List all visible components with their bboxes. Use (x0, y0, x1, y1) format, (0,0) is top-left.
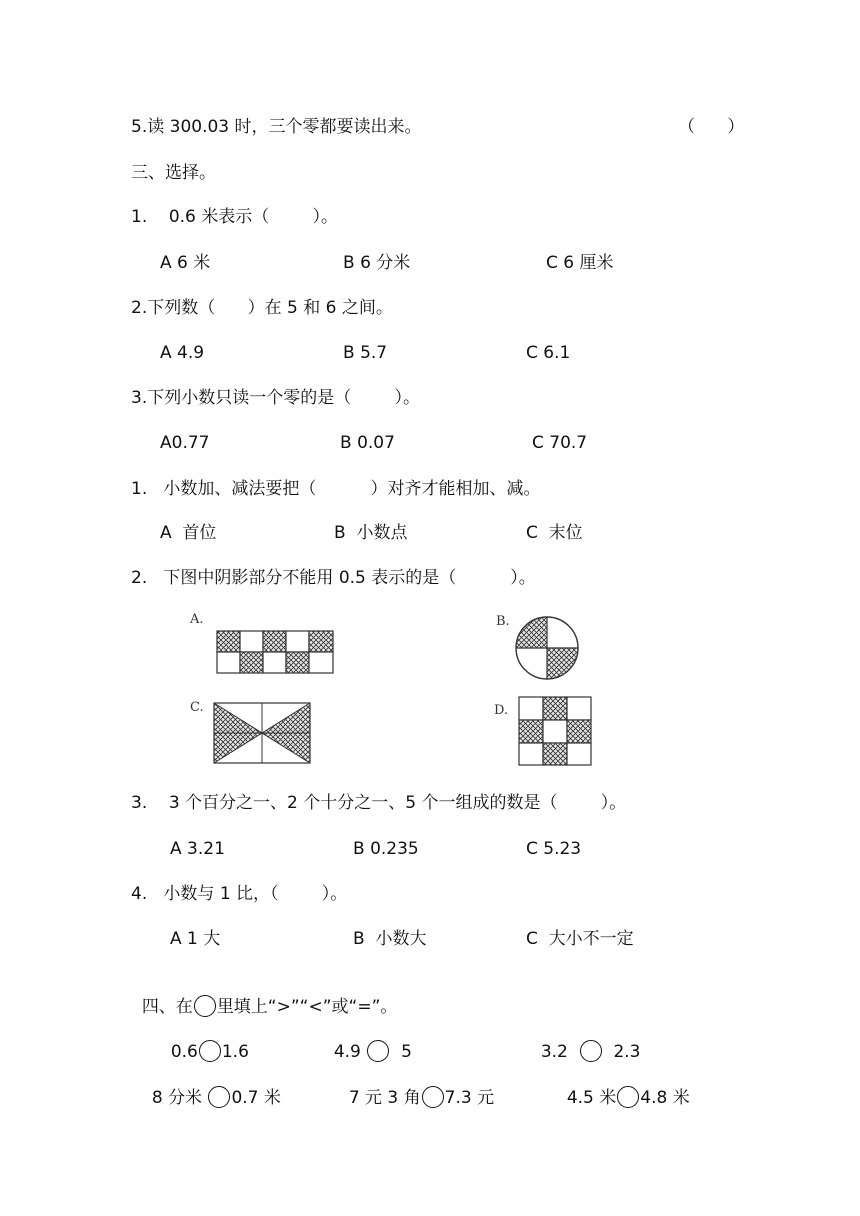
q3-option-a[interactable]: A0.77 (160, 433, 210, 453)
q6-option-a[interactable]: A 3.21 (170, 839, 225, 859)
question-3-stem: 3.下列小数只读一个零的是（ ）。 (131, 388, 420, 408)
q7-option-a[interactable]: A 1 大 (170, 929, 221, 949)
compare-circle-input[interactable] (208, 1086, 230, 1108)
q4-option-a[interactable]: A 首位 (160, 523, 217, 543)
compare-right: 2.3 (602, 1042, 641, 1062)
compare-item (556, 1064, 690, 1109)
q7-option-b[interactable]: B 小数大 (353, 929, 427, 949)
compare-right: 5 (390, 1042, 412, 1062)
compare-left: 4.9 (333, 1042, 367, 1062)
compare-circle-input[interactable] (367, 1040, 389, 1062)
tf-question-5: 5.读 300.03 时，三个零都要读出来。 (131, 117, 422, 137)
figure-a-label: A. (190, 612, 204, 627)
figure-c-label: C. (190, 700, 204, 715)
figure-d-label: D. (494, 703, 509, 718)
q1-option-a[interactable]: A 6 米 (160, 253, 211, 273)
figure-b-label: B. (496, 614, 510, 629)
question-5-stem: 2. 下图中阴影部分不能用 0.5 表示的是（ ）。 (131, 568, 536, 588)
q2-option-a[interactable]: A 4.9 (160, 343, 205, 363)
question-7-stem: 4. 小数与 1 比，（ ）。 (131, 884, 348, 904)
section-3-title: 三、选择。 (131, 163, 216, 183)
compare-item (141, 1064, 281, 1109)
question-4-stem: 1. 小数加、减法要把（ ）对齐才能相加、减。 (131, 479, 541, 499)
compare-circle-input[interactable] (580, 1040, 602, 1062)
q6-option-b[interactable]: B 0.235 (353, 839, 419, 859)
circle-icon (194, 995, 216, 1017)
q3-option-b[interactable]: B 0.07 (340, 433, 395, 453)
compare-left: 8 分米 (151, 1088, 208, 1108)
question-1-stem: 1. 0.6 米表示（ ）。 (131, 207, 339, 227)
compare-circle-input[interactable] (617, 1086, 639, 1108)
compare-circle-input[interactable] (199, 1040, 221, 1062)
compare-item (530, 1018, 641, 1063)
q2-option-b[interactable]: B 5.7 (343, 343, 388, 363)
compare-circle-input[interactable] (422, 1086, 444, 1108)
q3-option-c[interactable]: C 70.7 (532, 433, 588, 453)
section-4-title-pre: 四、在 (141, 997, 193, 1017)
q6-option-c[interactable]: C 5.23 (526, 839, 582, 859)
figure-d-grid[interactable] (518, 696, 592, 766)
q1-option-b[interactable]: B 6 分米 (343, 253, 411, 273)
compare-left: 4.5 米 (566, 1088, 617, 1108)
compare-right: 1.6 (221, 1042, 249, 1062)
compare-item (323, 1018, 412, 1063)
compare-item (338, 1064, 494, 1109)
figure-c-bowtie[interactable] (213, 702, 311, 764)
figure-b-circle[interactable] (514, 615, 580, 681)
compare-left: 0.6 (170, 1042, 198, 1062)
compare-item (160, 1018, 249, 1063)
question-6-stem: 3. 3 个百分之一、2 个十分之一、5 个一组成的数是（ ）。 (131, 793, 627, 813)
answer-bracket[interactable]: （ ） (678, 117, 745, 137)
compare-left: 3.2 (540, 1042, 579, 1062)
q2-option-c[interactable]: C 6.1 (526, 343, 571, 363)
section-4-title (131, 973, 397, 1018)
section-4-title-post: 里填上“>”“<”或“=”。 (216, 997, 398, 1017)
q4-option-c[interactable]: C 末位 (526, 523, 583, 543)
question-2-stem: 2.下列数（ ）在 5 和 6 之间。 (131, 298, 393, 318)
compare-right: 0.7 米 (231, 1088, 281, 1108)
compare-right: 4.8 米 (640, 1088, 690, 1108)
q4-option-b[interactable]: B 小数点 (334, 523, 408, 543)
figure-a-grid[interactable] (216, 630, 336, 674)
q1-option-c[interactable]: C 6 厘米 (546, 253, 614, 273)
q7-option-c[interactable]: C 大小不一定 (526, 929, 634, 949)
compare-right: 7.3 元 (444, 1088, 495, 1108)
compare-left: 7 元 3 角 (348, 1088, 421, 1108)
